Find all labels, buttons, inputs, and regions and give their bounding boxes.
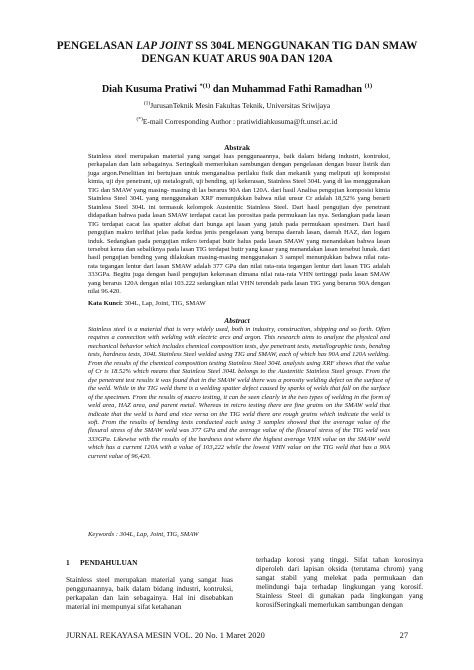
journal-name: JURNAL REKAYASA MESIN VOL. 20 No. 1 Maret 2020 xyxy=(66,631,265,640)
corresponding-email xyxy=(40,117,434,126)
kata-kunci-value: 304L, Lap, Joint, TIG, SMAW xyxy=(122,300,206,307)
section-number: 1 xyxy=(66,558,70,567)
page-number: 27 xyxy=(399,631,408,640)
author-name: dan Muhammad Fathi Ramadhan xyxy=(210,84,365,95)
kata-kunci-label: Kata Kunci: xyxy=(88,300,123,307)
abstrak-heading: Abstrak xyxy=(224,143,250,152)
affiliation xyxy=(40,101,434,110)
abstract-body: Stainless steel is a material that is very widely used, both in industry, construction, shipping and so forth. Often requires a connection with welding with electric arcs and argon. This research aims to analyze the physical and mechanical behavior which includes chemical composition tests, dye penetrant tests, metallographic tests, bending tests, hardness tests, 304L Stainless Steel welded using TIG and SMAW, each of which has 90A and 120A welding. From the results of the chemical composition testing Stainless Steel 304L analysis using XRF shows that the value of Cr is 18.52% which means that Stainless Steel 304L belongs to the Austenitic Stainless Steel group. From the dye penetrant test results it was found that in the SMAW weld there was a porosity welding defect on the surface of the weld. While in the TIG weld there is a welding spatter defect caused by sparks of welds that fall on the surface of the specimen. From the results of macro testing, it can be seen clearly in the two types of welding in the form of weld area, HAZ area, and parent metal. Whereas in micro testing there are fine grains on the SMAW weld that indicate that the weld is hard and vice versa on the TIG weld there are rough grains which indicate the weld is soft. From the results of bending tests conducted each using 3 samples showed that the average value of the flexural stress of the SMAW weld was 377 GPa and the average value of the flexural stress of the TIG weld was 333GPa. Likewise with the results of the hardness test where the highest average VHN value on the SMAW weld which has a current 120A with a value of 103,222 while the lowest VHN value on the TIG weld that has a 90A current value of 96,420. xyxy=(88,326,390,460)
affiliation-mark: (1) xyxy=(143,100,151,107)
body-column-right: terhadap korosi yang tinggi. Sifat tahan korosinya diperoleh dari lapisan oksida (terutama chrom) yang sangat stabil yang melekat pada permukaan dan melindungi baja terhadap lingkungan yang korosif. Stainless Steel di gunakan pada lingkungan yang korosifSeringkali memerlukan sambungan dengan xyxy=(256,555,423,610)
title-text: SS 304L MENGGUNAKAN TIG DAN SMAW xyxy=(192,40,418,52)
keywords xyxy=(88,531,390,539)
section-title: PENDAHULUAN xyxy=(80,558,138,567)
affiliation-text: JurusanTeknik Mesin Fakultas Teknik, Universitas Sriwijaya xyxy=(150,101,331,110)
author-affiliation-mark: *(1) xyxy=(199,82,211,90)
title-line-1 xyxy=(40,40,434,53)
keywords-value: : 304L, Lap, Joint, TIG, SMAW xyxy=(115,531,199,538)
keywords-label: Keywords xyxy=(88,531,115,538)
title-text: PENGELASAN xyxy=(56,40,136,52)
email-text: E-mail Corresponding Author : pratiwidiahkusuma@ft.unsri.ac.id xyxy=(142,117,338,126)
author-list xyxy=(40,84,434,96)
kata-kunci xyxy=(88,300,390,308)
abstract-heading: Abstract xyxy=(224,316,250,325)
body-column-left: Stainless steel merupakan material yang sangat luas penggunaannya, baik dalam bidang industri, kontruksi, perkapalan dan lain sebagainya. Hal ini disebabkan material ini mempunyai sifat ketahanan xyxy=(66,575,233,612)
title-line-2: DENGAN KUAT ARUS 90A DAN 120A xyxy=(141,53,333,65)
abstrak-body: Stainless steel merupakan material yang sangat luas penggunaannya, baik dalam bidang industri, kontruksi, perkapalan dan lain sebagainya. Seringkali memerlukan sambungan dengan pengelasan dengan busur listrik dan juga argon.Penelitian ini bertujuan untuk menganalisa perilaku fisik dan mekanik yang meliputi uji komposisi kimia, uji dye penetrant, uji metalografi, uji bending, uji kekerasan, Stainless Steel 304L yang di las menggunakan TIG dan SMAW yang masing- masing di las berarus 90A dan 120A. dari hasil Analisa pengujian komposisi kimia Stainless Steel 304L yang menggunakan XRF menunjukkan bahwa nilai unsur Cr adalah 18,52% yang berarti Stainless Steel 304L ini termasuk kelompok Austenitic Stainless Steel. Dari hasil pengujian dye penetrant didapatkan bahwa pada lasan SMAW terdapat cacat las porositas pada permukaan las nya. Sedangkan pada lasan TIG terdapat cacat las spatter akibat dari bunga api lasan yang jatuh pada permukaan spesimen. Dari hasil pengujian makro terlihat jelas pada kedua jenis pengelasan yang berupa daerah lasan, daerah HAZ, dan logam induk. Sedangkan pada pengujian mikro terdapat butir halus pada lasan SMAW yang menandakan bahwa lasan tersebut keras dan sebaliknya pada lasan TIG terdapat butir yang kasar yang menandakan lasan tersebut lunak. dari hasil pengujian bending yang dilakukan masing-masing menggunakan 3 sampel menunjukkan bahwa nilai rata-rata tegangan lentur dari lasan SMAW adalah 377 GPa dan nilai rata-rata tegangan lentur dari lasan TIG adalah 333GPa. Begitu juga dengan hasil pengujian kekerasan dimana nilai rata-rata VHN tertinggi pada lasan SMAW yang berarus 120A dengan nilai 103.222 sedangkan nilai VHN terendah pada lasan TIG yang berarus 90A dengan nilai 96.420. xyxy=(88,153,390,296)
email-mark: (*) xyxy=(136,116,143,123)
section-heading xyxy=(66,558,137,567)
author-name: Diah Kusuma Pratiwi xyxy=(101,84,200,95)
author-affiliation-mark: (1) xyxy=(364,82,373,90)
title-italic-term: LAP JOINT xyxy=(135,40,193,52)
paper-title xyxy=(40,40,434,66)
